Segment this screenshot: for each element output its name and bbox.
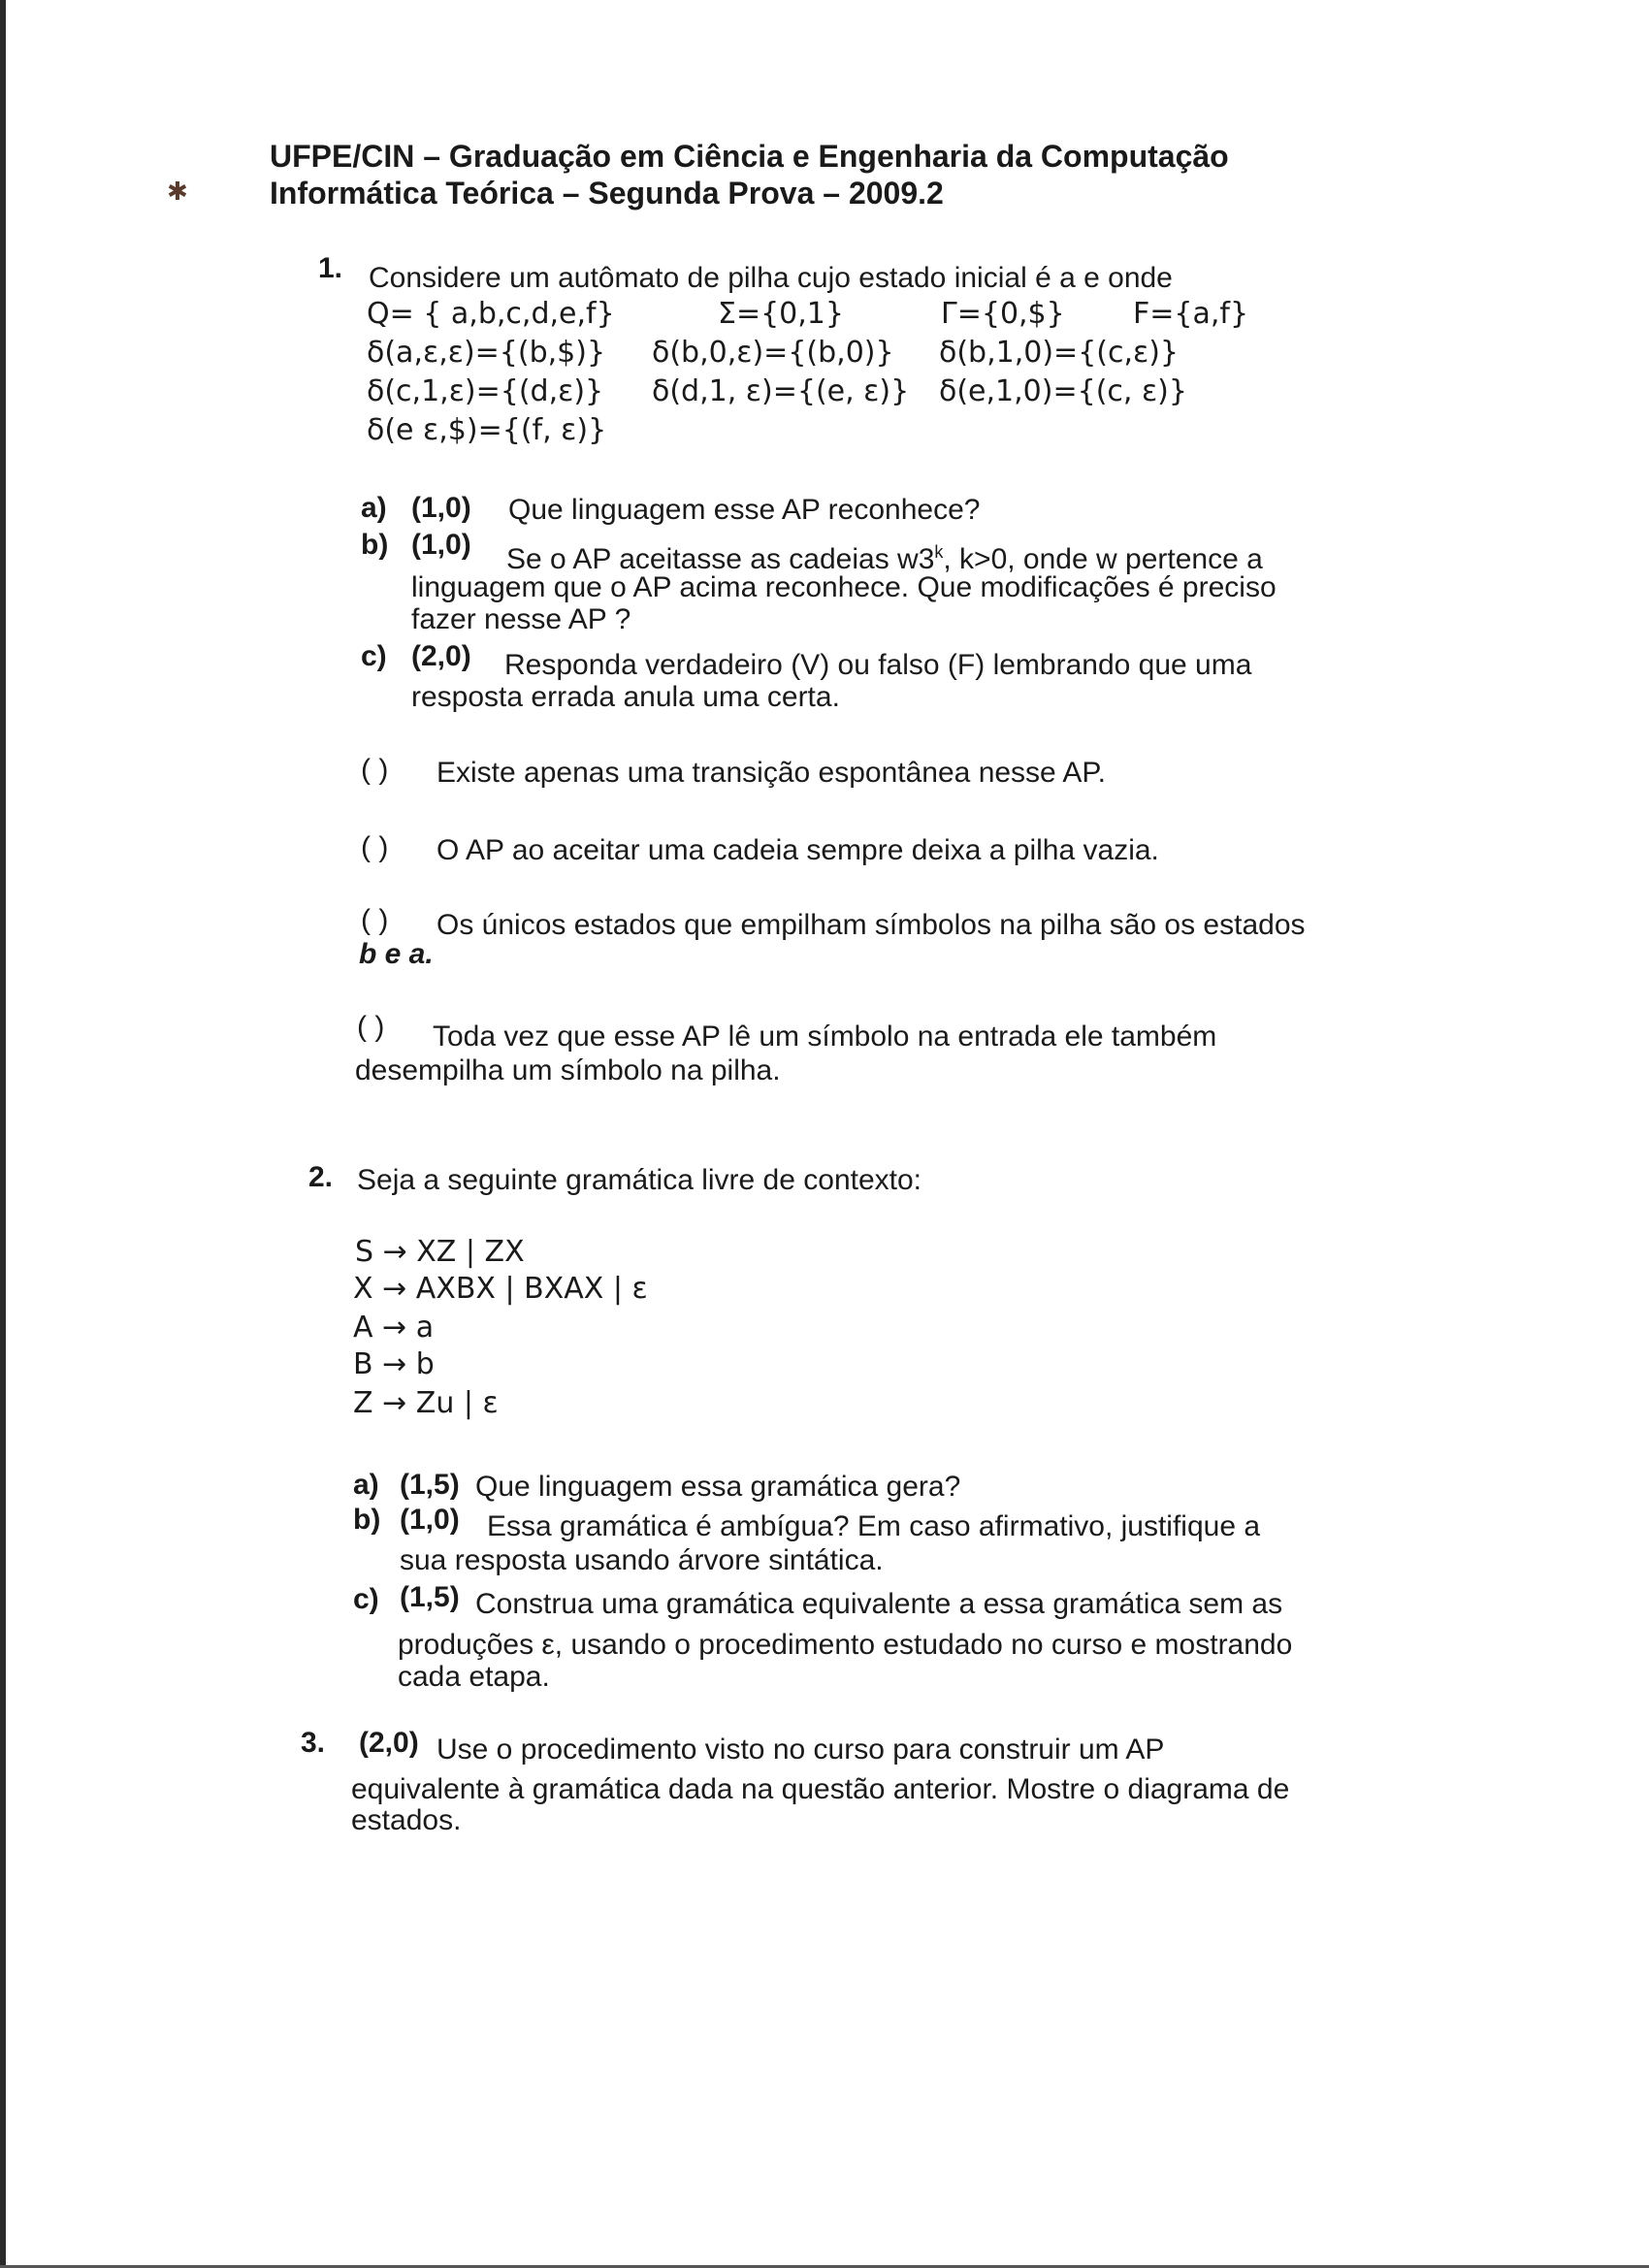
q1a-text: Que linguagem esse AP reconhece? — [508, 494, 981, 526]
q1-intro: Considere um autômato de pilha cujo estado inicial é a e onde — [369, 262, 1173, 294]
q1c-points: (2,0) — [411, 640, 471, 672]
q1b-line-2: linguagem que o AP acima reconhece. Que modificações é preciso — [411, 571, 1277, 603]
q2b-line-2: sua resposta usando árvore sintática. — [400, 1544, 884, 1576]
tf-statement: Os únicos estados que empilham símbolos na pilha são os estados — [436, 909, 1306, 941]
q1-transition: δ(c,1,ε)={(d,ε)} — [367, 374, 604, 408]
q1-set-q: Q= { a,b,c,d,e,f} — [367, 297, 615, 331]
header-line-2: Informática Teórica – Segunda Prova – 2009.2 — [270, 176, 944, 211]
q2b-label: b) — [353, 1504, 381, 1536]
q2a-label: a) — [353, 1469, 379, 1501]
q1-transition: δ(b,1,0)={(c,ε)} — [939, 336, 1180, 370]
q3-points: (2,0) — [359, 1727, 419, 1759]
q1c-label: c) — [361, 640, 387, 672]
exam-header — [270, 138, 1229, 211]
q2a-points: (1,5) — [400, 1469, 460, 1501]
grammar-rule: Z → Zu | ε — [353, 1386, 499, 1420]
header-line-1: UFPE/CIN – Graduação em Ciência e Engenharia da Computação — [270, 139, 1229, 174]
q3-line-3: estados. — [351, 1804, 462, 1836]
q3-line-1: Use o procedimento visto no curso para construir um AP — [436, 1733, 1165, 1766]
grammar-rule: A → a — [353, 1311, 435, 1345]
q1b-line-1a: Se o AP aceitasse as cadeias w3 — [506, 543, 935, 575]
q1-set-gamma: Γ={0,$} — [941, 297, 1065, 331]
tf-checkbox[interactable]: ( ) — [361, 754, 389, 786]
grammar-rule: X → AXBX | BXAX | ε — [353, 1272, 648, 1306]
q1-number: 1. — [318, 252, 343, 284]
q1-transition: δ(e,1,0)={(c, ε)} — [939, 374, 1187, 408]
ink-mark-icon: ✱ — [167, 177, 188, 206]
q2c-line-2: produções ε, usando o procedimento estudado no curso e mostrando — [398, 1629, 1293, 1661]
grammar-rule: S → XZ | ZX — [355, 1235, 525, 1269]
tf-statement: Existe apenas uma transição espontânea nesse AP. — [436, 757, 1106, 789]
q3-line-2: equivalente à gramática dada na questão anterior. Mostre o diagrama de — [351, 1773, 1290, 1805]
tf-checkbox[interactable]: ( ) — [357, 1011, 385, 1043]
q1b-label: b) — [361, 529, 389, 561]
q1-transition: δ(b,0,ε)={(b,0)} — [652, 336, 894, 370]
q1b-sup: k — [934, 542, 944, 562]
q2c-label: c) — [353, 1583, 379, 1615]
q1-transition: δ(d,1, ε)={(e, ε)} — [652, 374, 910, 408]
q1b-points: (1,0) — [411, 529, 471, 561]
q1-set-sigma: Σ={0,1} — [718, 297, 844, 331]
tf-checkbox[interactable]: ( ) — [361, 904, 389, 936]
q2-number: 2. — [308, 1161, 334, 1193]
q2a-text: Que linguagem essa gramática gera? — [475, 1471, 961, 1503]
q1a-points: (1,0) — [411, 492, 471, 524]
q2c-line-1: Construa uma gramática equivalente a essa gramática sem as — [475, 1588, 1283, 1620]
q1a-label: a) — [361, 492, 387, 524]
q1b-line-3: fazer nesse AP ? — [411, 603, 631, 635]
tf-statement-continued: b e a. — [359, 938, 434, 970]
grammar-rule: B → b — [353, 1347, 435, 1381]
tf-statement: O AP ao aceitar uma cadeia sempre deixa a pilha vazia. — [436, 834, 1159, 866]
scan-edge-left — [0, 0, 6, 2268]
q2b-line-1: Essa gramática é ambígua? Em caso afirmativo, justifique a — [487, 1510, 1261, 1542]
q1-transition: δ(a,ε,ε)={(b,$)} — [367, 336, 606, 370]
q2c-line-3: cada etapa. — [398, 1661, 550, 1693]
q1b-line-1b: , k>0, onde w pertence a — [943, 543, 1263, 575]
tf-checkbox[interactable]: ( ) — [361, 831, 389, 863]
tf-statement: Toda vez que esse AP lê um símbolo na entrada ele também — [433, 1021, 1217, 1053]
q2-intro: Seja a seguinte gramática livre de contexto: — [357, 1164, 922, 1196]
q1-transition: δ(e ε,$)={(f, ε)} — [367, 413, 607, 447]
q1c-line-2: resposta errada anula uma certa. — [411, 681, 840, 713]
q1-set-f: F={a,f} — [1133, 297, 1249, 331]
q3-number: 3. — [301, 1727, 326, 1759]
q1c-line-1: Responda verdadeiro (V) ou falso (F) lembrando que uma — [504, 649, 1252, 681]
q2c-points: (1,5) — [400, 1581, 460, 1613]
tf-statement-continued: desempilha um símbolo na pilha. — [355, 1054, 781, 1086]
q2b-points: (1,0) — [400, 1504, 460, 1536]
